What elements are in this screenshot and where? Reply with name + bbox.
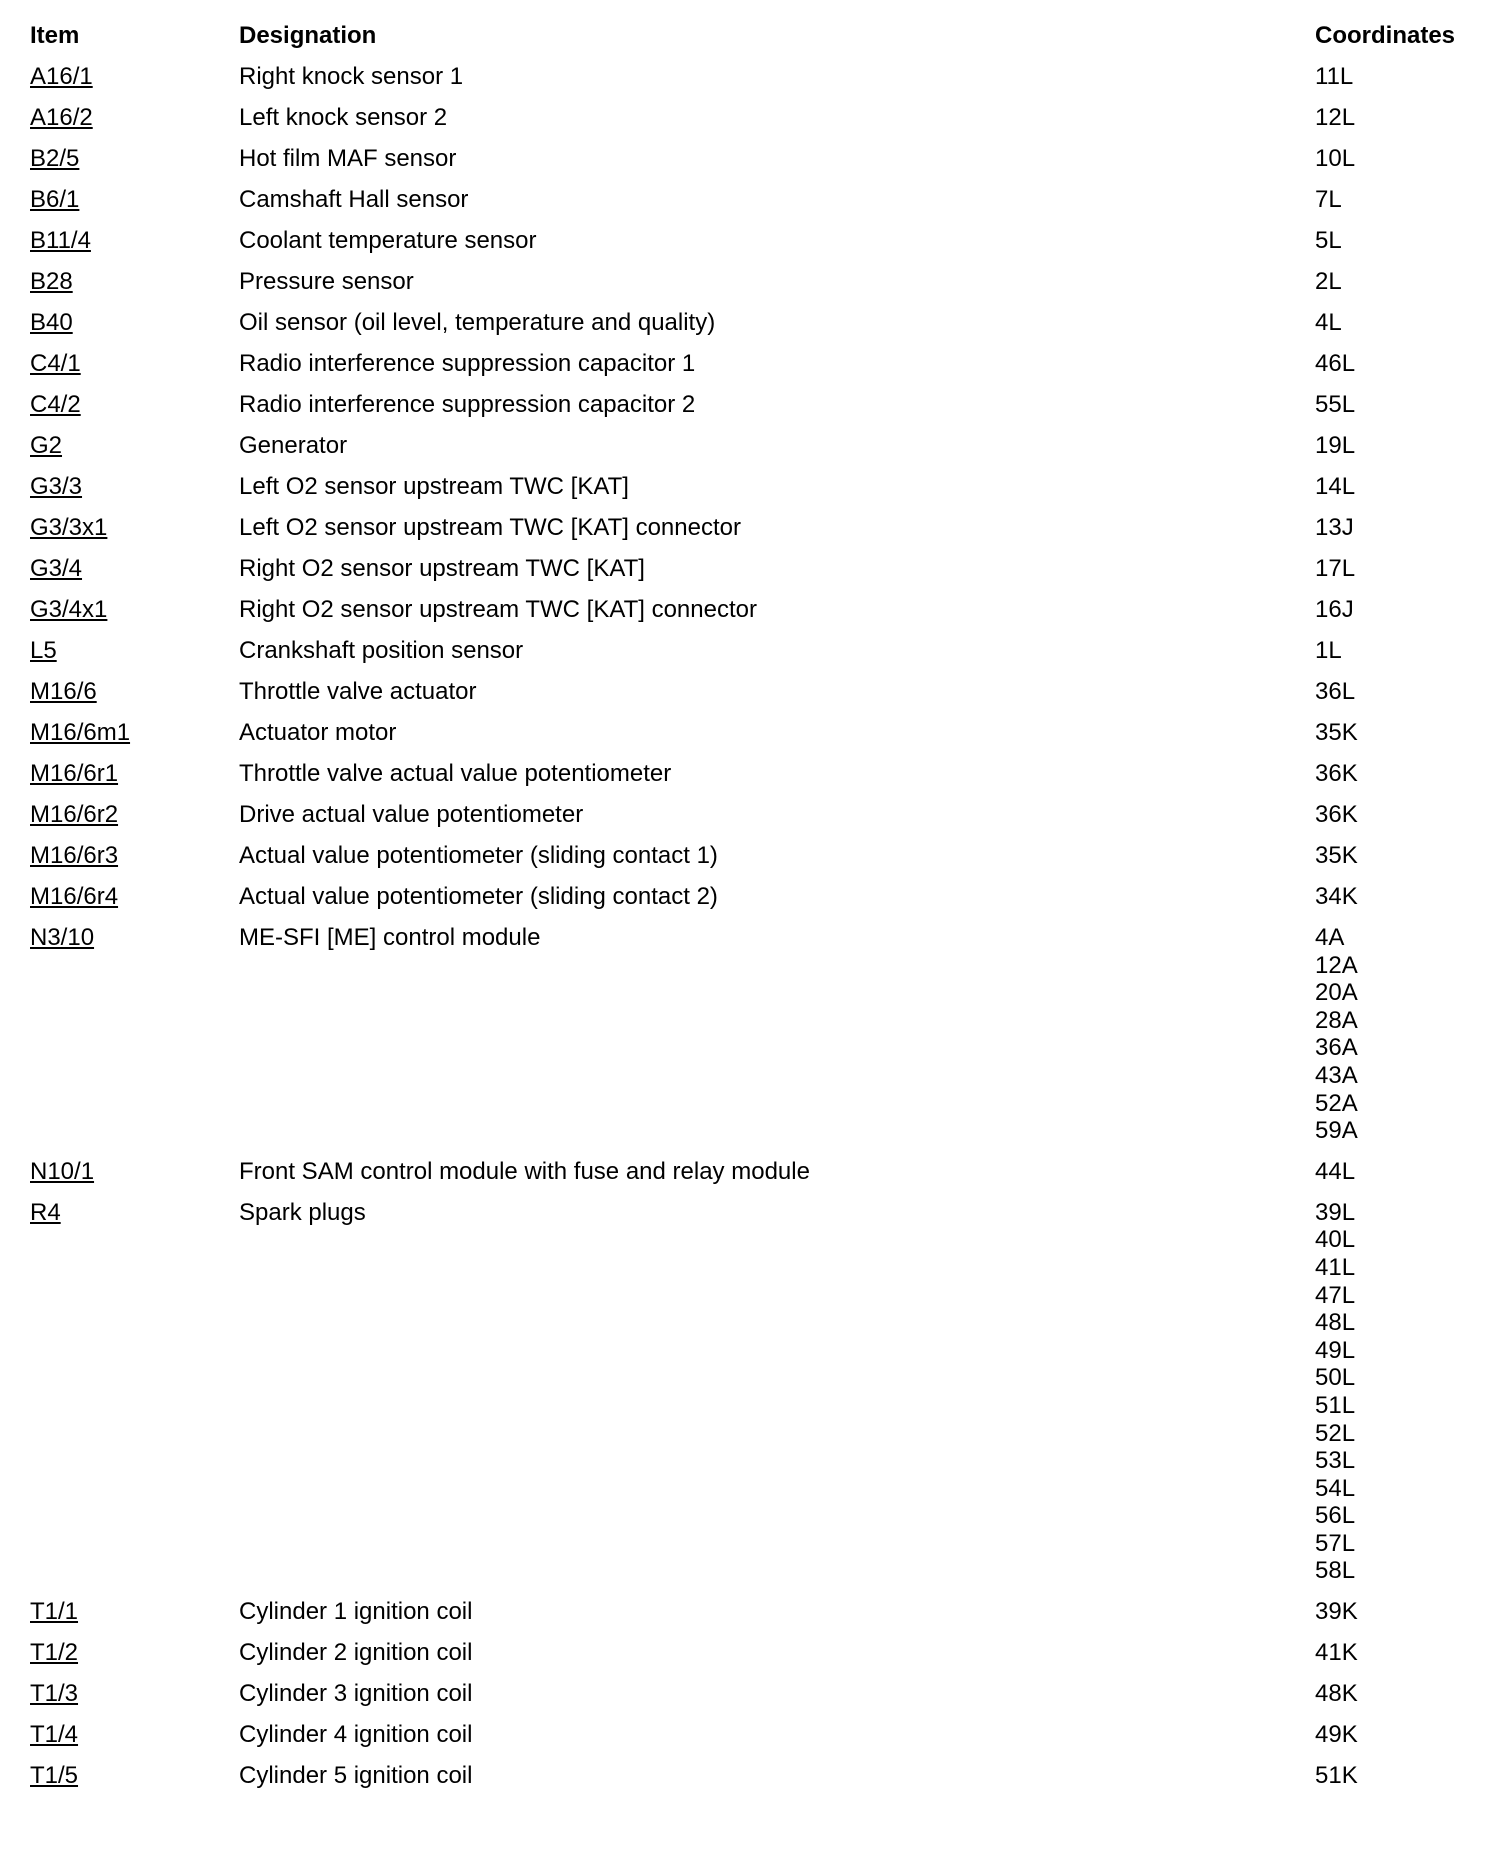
coordinate-value: 36K [1315, 801, 1358, 828]
coordinate-value: 10L [1315, 145, 1356, 172]
coordinates-cell [1315, 1632, 1475, 1673]
coordinate-value: 35K [1315, 719, 1358, 746]
coordinates-cell [1315, 97, 1475, 138]
item-cell [30, 712, 239, 753]
coordinate-value: 44L [1315, 1157, 1356, 1185]
coordinate-value: 34K [1315, 883, 1358, 910]
coordinates-cell [1315, 835, 1475, 876]
designation-cell: Radio interference suppression capacitor 2 [239, 391, 696, 418]
table-row [30, 507, 1475, 548]
item-link[interactable]: M16/6 [30, 678, 97, 705]
item-link[interactable]: G2 [30, 432, 63, 459]
item-cell [30, 876, 239, 917]
item-link[interactable]: G3/4x1 [30, 596, 108, 623]
coordinates-cell [1315, 179, 1475, 220]
coordinate-value: 11L [1315, 63, 1354, 90]
coordinate-value: 41K [1315, 1639, 1358, 1667]
table-row [30, 97, 1475, 138]
item-cell [30, 1755, 239, 1796]
item-link[interactable]: B2/5 [30, 145, 80, 172]
designation-cell: Camshaft Hall sensor [239, 186, 469, 213]
designation-cell: Left O2 sensor upstream TWC [KAT] connector [239, 514, 741, 541]
item-cell [30, 466, 239, 507]
table-row [30, 220, 1475, 261]
item-cell [30, 917, 239, 1151]
coordinates-cell [1315, 753, 1475, 794]
coordinates-cell [1315, 1673, 1475, 1714]
item-link[interactable]: M16/6r1 [30, 760, 119, 787]
table-row [30, 138, 1475, 179]
coordinate-value: 16J [1315, 596, 1354, 623]
coordinate-value: 12A [1315, 951, 1358, 979]
coordinate-value: 51K [1315, 1762, 1358, 1790]
table-row [30, 917, 1475, 1151]
designation-cell: Actual value potentiometer (sliding contact 1) [239, 842, 718, 869]
coordinate-value: 14L [1315, 473, 1356, 500]
column-header-item: Item [30, 22, 80, 49]
coordinate-value: 49L [1315, 1336, 1356, 1364]
item-cell [30, 1714, 239, 1755]
designation-cell: Right O2 sensor upstream TWC [KAT] [239, 555, 645, 582]
designation-cell: Hot film MAF sensor [239, 145, 457, 172]
table-row [30, 671, 1475, 712]
item-cell [30, 630, 239, 671]
designation-cell: Crankshaft position sensor [239, 637, 524, 664]
column-header-coordinates: Coordinates [1315, 22, 1456, 49]
table-row [30, 1192, 1475, 1591]
coordinates-cell [1315, 261, 1475, 302]
item-cell [30, 138, 239, 179]
coordinates-cell [1315, 1192, 1475, 1591]
item-link[interactable]: C4/2 [30, 391, 81, 418]
table-row [30, 712, 1475, 753]
table-row [30, 1714, 1475, 1755]
coordinates-cell [1315, 138, 1475, 179]
item-cell [30, 425, 239, 466]
item-cell [30, 220, 239, 261]
item-link[interactable]: A16/2 [30, 104, 93, 131]
column-header-designation: Designation [239, 22, 377, 49]
item-cell [30, 1632, 239, 1673]
table-row [30, 261, 1475, 302]
table-row [30, 876, 1475, 917]
coordinate-value: 41L [1315, 1253, 1356, 1281]
designation-cell: Cylinder 1 ignition coil [239, 1598, 473, 1626]
coordinate-value: 35K [1315, 842, 1358, 869]
designation-cell: ME-SFI [ME] control module [239, 924, 541, 951]
item-link[interactable]: T1/2 [30, 1639, 79, 1667]
table-row [30, 630, 1475, 671]
coordinate-value: 57L [1315, 1529, 1356, 1557]
table-row [30, 1591, 1475, 1632]
designation-cell: Right knock sensor 1 [239, 63, 464, 90]
designation-cell: Right O2 sensor upstream TWC [KAT] connector [239, 596, 757, 623]
item-link[interactable]: M16/6m1 [30, 719, 131, 746]
coordinate-value: 36K [1315, 760, 1358, 787]
table-row [30, 1755, 1475, 1796]
coordinate-value: 36L [1315, 678, 1356, 705]
designation-cell: Throttle valve actuator [239, 678, 477, 705]
coordinate-value: 40L [1315, 1226, 1356, 1254]
item-cell [30, 302, 239, 343]
item-link[interactable]: M16/6r2 [30, 801, 119, 828]
item-cell [30, 794, 239, 835]
item-cell [30, 384, 239, 425]
coordinates-cell [1315, 507, 1475, 548]
coordinates-cell [1315, 876, 1475, 917]
coordinate-value: 50L [1315, 1364, 1356, 1392]
designation-cell: Throttle valve actual value potentiometer [239, 760, 672, 787]
item-cell [30, 97, 239, 138]
coordinates-cell [1315, 302, 1475, 343]
table-row [30, 302, 1475, 343]
designation-cell: Cylinder 3 ignition coil [239, 1680, 473, 1708]
item-link[interactable]: B6/1 [30, 186, 80, 213]
item-link[interactable]: M16/6r3 [30, 842, 119, 869]
item-link[interactable]: T1/1 [30, 1598, 79, 1626]
designation-cell: Generator [239, 432, 348, 459]
designation-cell: Left O2 sensor upstream TWC [KAT] [239, 473, 629, 500]
coordinate-value: 54L [1315, 1474, 1356, 1502]
coordinates-cell [1315, 220, 1475, 261]
item-cell [30, 1192, 239, 1591]
coordinate-value: 13J [1315, 514, 1354, 541]
coordinate-value: 52A [1315, 1089, 1358, 1117]
designation-cell: Front SAM control module with fuse and relay module [239, 1157, 810, 1185]
item-link[interactable]: N10/1 [30, 1157, 95, 1185]
item-link[interactable]: G3/3x1 [30, 514, 108, 541]
item-cell [30, 261, 239, 302]
table-body [30, 56, 1475, 1796]
coordinate-value: 2L [1315, 268, 1342, 295]
designation-cell: Drive actual value potentiometer [239, 801, 584, 828]
designation-cell: Cylinder 5 ignition coil [239, 1762, 473, 1790]
coordinate-value: 36A [1315, 1034, 1358, 1062]
designation-cell: Actual value potentiometer (sliding contact 2) [239, 883, 718, 910]
table-row [30, 1632, 1475, 1673]
item-cell [30, 1591, 239, 1632]
coordinate-value: 39K [1315, 1598, 1358, 1626]
coordinate-value: 51L [1315, 1391, 1356, 1419]
item-link[interactable]: M16/6r4 [30, 883, 119, 910]
table-row [30, 589, 1475, 630]
coordinate-value: 43A [1315, 1061, 1358, 1089]
coordinate-value: 4L [1315, 309, 1342, 336]
coordinates-cell [1315, 794, 1475, 835]
item-link[interactable]: T1/5 [30, 1762, 79, 1790]
designation-cell: Oil sensor (oil level, temperature and quality) [239, 309, 716, 336]
item-link[interactable]: B40 [30, 309, 73, 336]
coordinate-value: 12L [1315, 104, 1356, 131]
coordinate-value: 47L [1315, 1281, 1356, 1309]
coordinates-cell [1315, 1714, 1475, 1755]
item-link[interactable]: C4/1 [30, 350, 81, 377]
item-link[interactable]: L5 [30, 637, 57, 664]
coordinate-value: 52L [1315, 1419, 1356, 1447]
item-cell [30, 835, 239, 876]
coordinate-value: 48L [1315, 1309, 1356, 1337]
coordinates-cell [1315, 1591, 1475, 1632]
table-row [30, 384, 1475, 425]
coordinate-value: 17L [1315, 555, 1356, 582]
coordinates-cell [1315, 671, 1475, 712]
coordinates-cell [1315, 466, 1475, 507]
designation-cell: Spark plugs [239, 1198, 366, 1226]
designation-cell: Pressure sensor [239, 268, 414, 295]
item-cell [30, 507, 239, 548]
coordinate-value: 55L [1315, 391, 1356, 418]
table-row [30, 835, 1475, 876]
coordinate-value: 1L [1315, 637, 1342, 664]
table-row [30, 794, 1475, 835]
item-link[interactable]: N3/10 [30, 924, 95, 951]
coordinate-value: 59A [1315, 1117, 1358, 1145]
coordinates-cell [1315, 548, 1475, 589]
component-legend-table [30, 22, 1475, 1796]
header-row [30, 22, 1475, 56]
coordinates-cell [1315, 630, 1475, 671]
coordinate-value: 53L [1315, 1447, 1356, 1475]
designation-cell: Actuator motor [239, 719, 397, 746]
coordinate-value: 48K [1315, 1680, 1358, 1708]
item-link[interactable]: G3/4 [30, 555, 83, 582]
item-cell [30, 589, 239, 630]
coordinates-cell [1315, 917, 1475, 1151]
item-link[interactable]: T1/3 [30, 1680, 79, 1708]
item-link[interactable]: G3/3 [30, 473, 83, 500]
item-cell [30, 1151, 239, 1192]
coordinate-value: 20A [1315, 979, 1358, 1007]
designation-cell: Radio interference suppression capacitor 1 [239, 350, 696, 377]
item-cell [30, 343, 239, 384]
item-cell [30, 1673, 239, 1714]
table-row [30, 1673, 1475, 1714]
coordinate-value: 39L [1315, 1198, 1356, 1226]
item-cell [30, 753, 239, 794]
table-row [30, 343, 1475, 384]
table-row [30, 56, 1475, 97]
table-header [30, 22, 1475, 56]
coordinate-value: 58L [1315, 1557, 1356, 1585]
coordinates-cell [1315, 56, 1475, 97]
item-link[interactable]: A16/1 [30, 63, 93, 90]
coordinate-value: 19L [1315, 432, 1356, 459]
designation-cell: Left knock sensor 2 [239, 104, 448, 131]
designation-cell: Cylinder 2 ignition coil [239, 1639, 473, 1667]
item-cell [30, 56, 239, 97]
item-link[interactable]: R4 [30, 1198, 61, 1226]
coordinate-value: 28A [1315, 1006, 1358, 1034]
item-link[interactable]: T1/4 [30, 1721, 79, 1749]
item-link[interactable]: B28 [30, 268, 73, 295]
item-cell [30, 671, 239, 712]
coordinates-cell [1315, 343, 1475, 384]
coordinates-cell [1315, 384, 1475, 425]
item-cell [30, 179, 239, 220]
table-row [30, 1151, 1475, 1192]
designation-cell: Cylinder 4 ignition coil [239, 1721, 473, 1749]
coordinates-cell [1315, 1755, 1475, 1796]
coordinates-cell [1315, 589, 1475, 630]
coordinate-value: 5L [1315, 227, 1342, 254]
coordinates-cell [1315, 425, 1475, 466]
designation-cell: Coolant temperature sensor [239, 227, 537, 254]
coordinate-value: 4A [1315, 924, 1345, 951]
table-row [30, 753, 1475, 794]
table-row [30, 179, 1475, 220]
coordinates-cell [1315, 712, 1475, 753]
coordinates-cell [1315, 1151, 1475, 1192]
coordinate-value: 7L [1315, 186, 1342, 213]
table-row [30, 466, 1475, 507]
table-row [30, 425, 1475, 466]
coordinate-value: 46L [1315, 350, 1356, 377]
item-cell [30, 548, 239, 589]
item-link[interactable]: B11/4 [30, 227, 91, 254]
coordinate-value: 56L [1315, 1502, 1356, 1530]
table-row [30, 548, 1475, 589]
coordinate-value: 49K [1315, 1721, 1358, 1749]
